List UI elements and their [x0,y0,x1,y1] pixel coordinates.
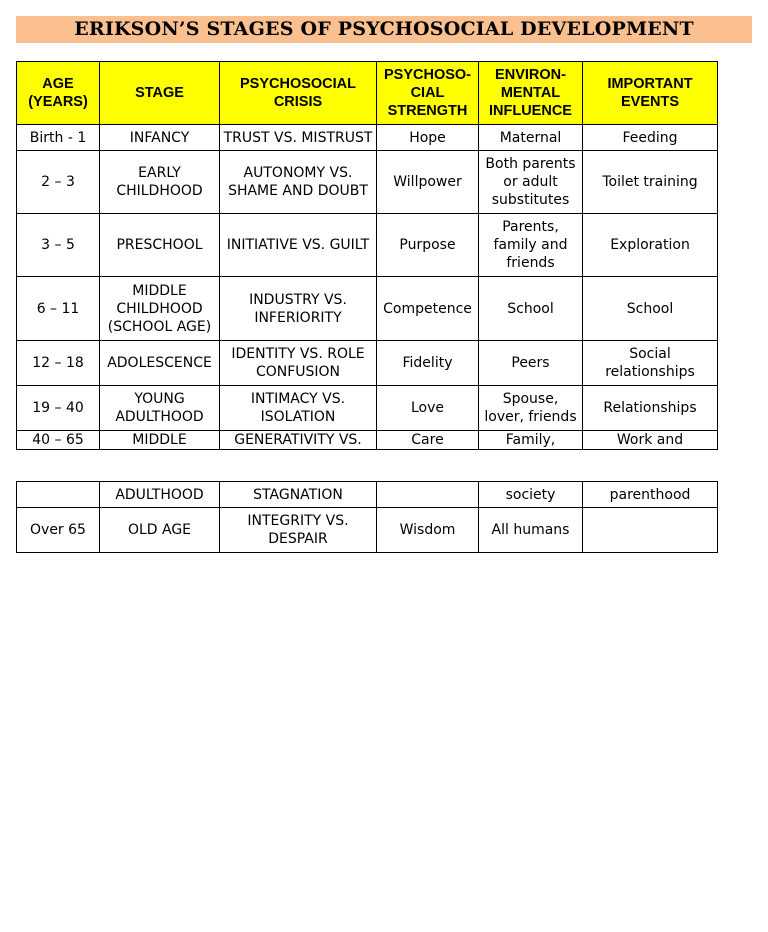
cell-events: Social relationships [583,341,718,386]
cell-environment: All humans [479,508,583,553]
table-row [17,151,718,214]
cell-crisis: IDENTITY VS. ROLE CONFUSION [220,341,377,386]
page-title: ERIKSON’S STAGES OF PSYCHOSOCIAL DEVELOPMENT [16,16,752,43]
cell-strength: Purpose [377,214,479,277]
cell-stage: MIDDLE [100,431,220,450]
stages-table [16,61,718,450]
cell-age: 2 – 3 [17,151,100,214]
stages-table-continued [16,481,718,553]
column-header-strength: PSYCHOSO-CIAL STRENGTH [377,62,479,125]
cell-environment: Maternal [479,125,583,151]
table-row [17,214,718,277]
header-row [17,62,718,125]
column-header-crisis: PSYCHOSOCIAL CRISIS [220,62,377,125]
cell-crisis: INITIATIVE VS. GUILT [220,214,377,277]
cell-crisis: INTIMACY VS. ISOLATION [220,386,377,431]
cell-stage: OLD AGE [100,508,220,553]
cell-crisis: GENERATIVITY VS. [220,431,377,450]
cell-environment: society [479,482,583,508]
cell-stage: MIDDLE CHILDHOOD (SCHOOL AGE) [100,277,220,341]
table-row [17,508,718,553]
cell-strength: Hope [377,125,479,151]
cell-environment: Peers [479,341,583,386]
cell-crisis: AUTONOMY VS. SHAME AND DOUBT [220,151,377,214]
cell-stage: INFANCY [100,125,220,151]
cell-age: Birth - 1 [17,125,100,151]
cell-stage: YOUNG ADULTHOOD [100,386,220,431]
cell-crisis: INTEGRITY VS. DESPAIR [220,508,377,553]
cell-strength: Wisdom [377,508,479,553]
cell-age: 12 – 18 [17,341,100,386]
cell-strength: Love [377,386,479,431]
table-row [17,125,718,151]
cell-environment: Both parents or adult substitutes [479,151,583,214]
cell-age: 6 – 11 [17,277,100,341]
table-row [17,482,718,508]
cell-events: Exploration [583,214,718,277]
cell-stage: ADULTHOOD [100,482,220,508]
table-row [17,431,718,450]
table-row [17,277,718,341]
cell-environment: School [479,277,583,341]
cell-age: 40 – 65 [17,431,100,450]
cell-events: Relationships [583,386,718,431]
column-header-environment: ENVIRON-MENTAL INFLUENCE [479,62,583,125]
cell-events: Feeding [583,125,718,151]
cell-strength [377,482,479,508]
cell-crisis: STAGNATION [220,482,377,508]
cell-stage: EARLY CHILDHOOD [100,151,220,214]
cell-events: Work and [583,431,718,450]
cell-crisis: INDUSTRY VS. INFERIORITY [220,277,377,341]
cell-strength: Fidelity [377,341,479,386]
cell-strength: Care [377,431,479,450]
cell-environment: Spouse, lover, friends [479,386,583,431]
cell-events [583,508,718,553]
column-header-age: AGE (YEARS) [17,62,100,125]
column-header-events: IMPORTANT EVENTS [583,62,718,125]
cell-environment: Parents, family and friends [479,214,583,277]
cell-strength: Competence [377,277,479,341]
cell-age [17,482,100,508]
cell-age: 3 – 5 [17,214,100,277]
cell-age: Over 65 [17,508,100,553]
table-row [17,341,718,386]
cell-stage: ADOLESCENCE [100,341,220,386]
table-row [17,386,718,431]
cell-events: parenthood [583,482,718,508]
cell-age: 19 – 40 [17,386,100,431]
cell-strength: Willpower [377,151,479,214]
cell-stage: PRESCHOOL [100,214,220,277]
cell-crisis: TRUST VS. MISTRUST [220,125,377,151]
cell-events: Toilet training [583,151,718,214]
column-header-stage: STAGE [100,62,220,125]
cell-environment: Family, [479,431,583,450]
cell-events: School [583,277,718,341]
